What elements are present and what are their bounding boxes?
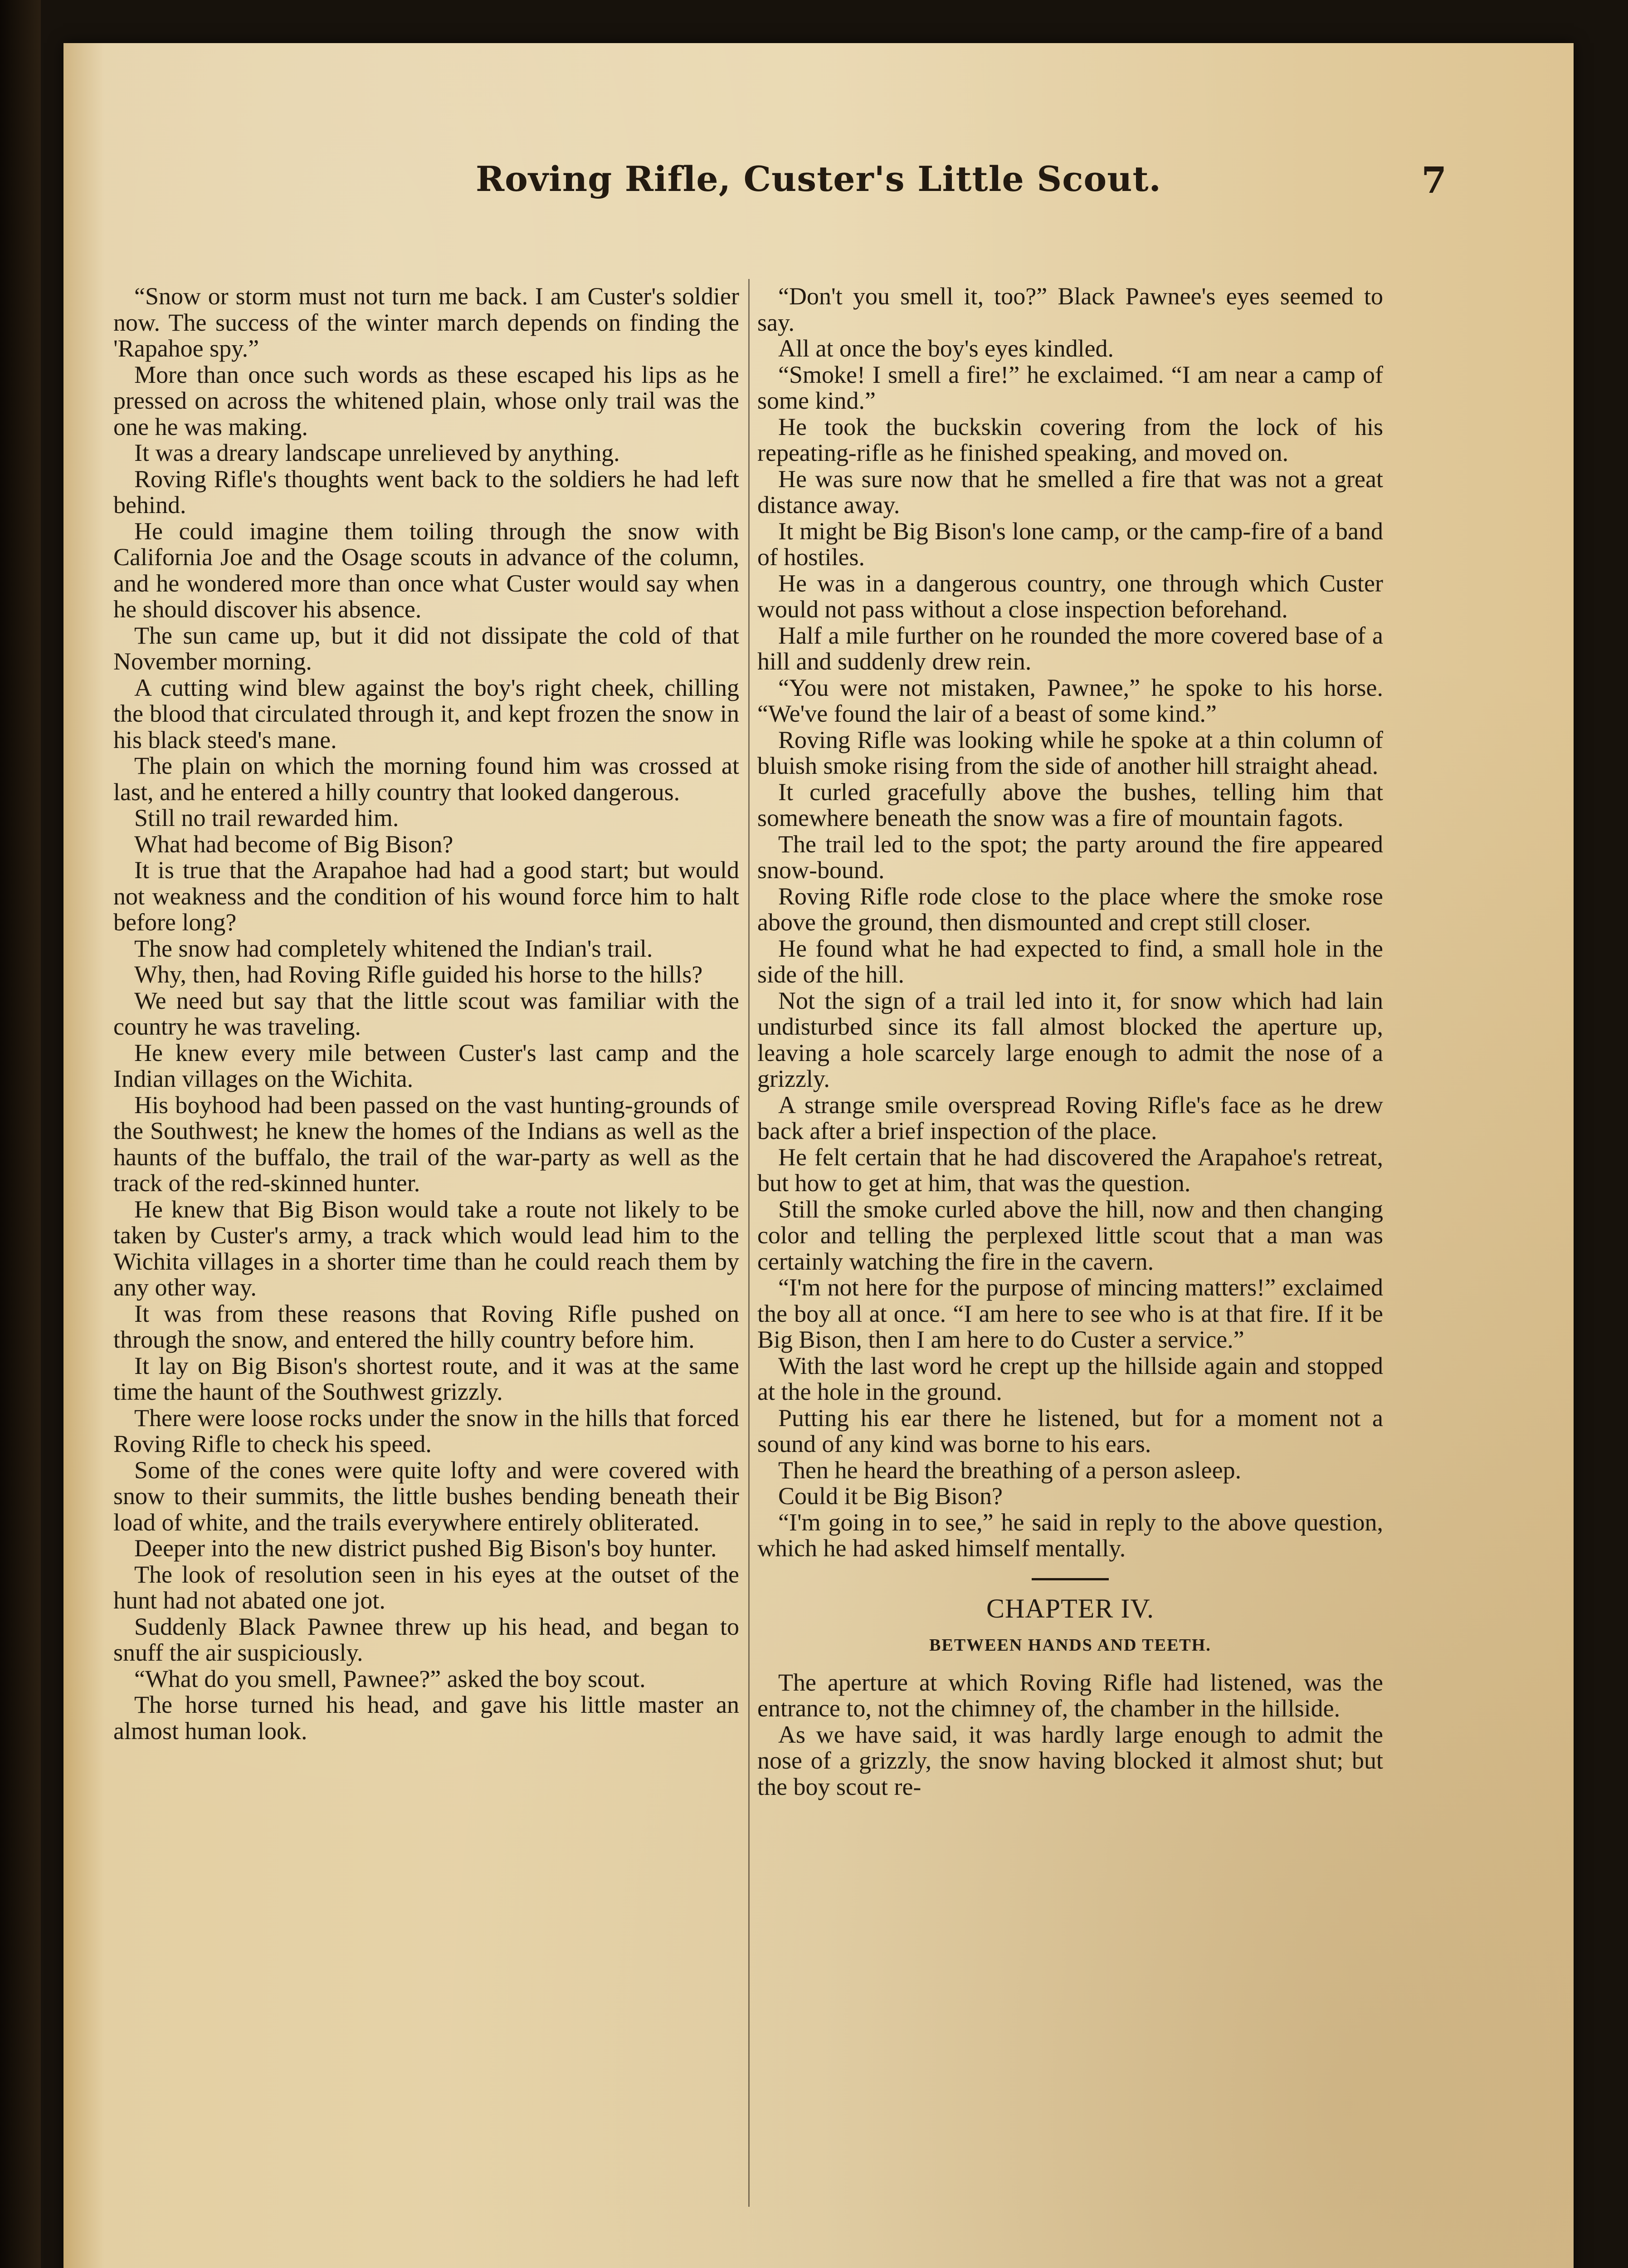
paragraph: He was in a dangerous country, one through which Custer would not pass without a close inspection beforehand.	[757, 569, 1383, 623]
paragraph: He felt certain that he had discovered the Arapahoe's retreat, but how to get at him, that was the question.	[757, 1143, 1383, 1197]
paragraph: It was from these reasons that Roving Rifle pushed on through the snow, and entered the hilly country before him.	[113, 1300, 739, 1353]
paragraph: It might be Big Bison's lone camp, or the camp-fire of a band of hostiles.	[757, 517, 1383, 571]
paragraph: As we have said, it was hardly large enough to admit the nose of a grizzly, the snow having blocked it almost shut; but the boy scout re-	[757, 1721, 1383, 1800]
paragraph: It lay on Big Bison's shortest route, and it was at the same time the haunt of the Southwest grizzly.	[113, 1352, 739, 1405]
running-title: Roving Rifle, Custer's Little Scout.	[475, 159, 1162, 199]
paragraph: With the last word he crept up the hillside again and stopped at the hole in the ground.	[757, 1352, 1383, 1405]
paragraph: He took the buckskin covering from the lock of his repeating-rifle as he finished speaking, and moved on.	[757, 413, 1383, 466]
paragraph: Why, then, had Roving Rifle guided his horse to the hills?	[134, 961, 703, 988]
paragraph: Roving Rifle's thoughts went back to the soldiers he had left behind.	[113, 465, 739, 518]
paragraph: “Don't you smell it, too?” Black Pawnee's eyes seemed to say.	[757, 283, 1383, 336]
paragraph: Suddenly Black Pawnee threw up his head, and began to snuff the air suspiciously.	[113, 1613, 739, 1666]
running-header	[113, 159, 1524, 209]
paragraph: Not the sign of a trail led into it, for snow which had lain undisturbed since its fall almost blocked the aperture up, leaving a hole scarcely large enough to admit the nose of a grizzly.	[757, 987, 1383, 1092]
paragraph: The plain on which the morning found him was crossed at last, and he entered a hilly country that looked dangerous.	[113, 752, 739, 806]
paragraph: He knew that Big Bison would take a route not likely to be taken by Custer's army, a track which would lead him to the Wichita villages in a shorter time than he could reach them by any other way.	[113, 1195, 739, 1301]
paragraph: We need but say that the little scout was familiar with the country he was traveling.	[113, 987, 739, 1040]
chapter-title: CHAPTER IV.	[986, 1593, 1154, 1623]
paragraph: “Snow or storm must not turn me back. I am Custer's soldier now. The success of the winter march depends on finding the 'Rapahoe spy.”	[113, 283, 739, 362]
paragraph: Putting his ear there he listened, but for a moment not a sound of any kind was borne to his ears.	[757, 1404, 1383, 1457]
paragraph: The look of resolution seen in his eyes at the outset of the hunt had not abated one jot.	[113, 1560, 739, 1614]
chapter-subtitle: BETWEEN HANDS AND TEETH.	[929, 1636, 1211, 1655]
paragraph: He knew every mile between Custer's last camp and the Indian villages on the Wichita.	[113, 1039, 739, 1092]
paragraph: All at once the boy's eyes kindled.	[778, 335, 1114, 362]
paragraph: There were loose rocks under the snow in the hills that forced Roving Rifle to check his speed.	[113, 1404, 739, 1457]
paragraph: Then he heard the breathing of a person asleep.	[778, 1456, 1242, 1484]
paragraph: “What do you smell, Pawnee?” asked the boy scout.	[134, 1665, 646, 1692]
left-column	[113, 284, 739, 1744]
paragraph: Still the smoke curled above the hill, now and then changing color and telling the perplexed little scout that a man was certainly watching the fire in the cavern.	[757, 1195, 1383, 1275]
paragraph: Some of the cones were quite lofty and were covered with snow to their summits, the little bushes bending beneath their load of white, and the trails everywhere entirely obliterated.	[113, 1456, 739, 1536]
paragraph: He was sure now that he smelled a fire that was not a great distance away.	[757, 465, 1383, 518]
paragraph: The sun came up, but it did not dissipate the cold of that November morning.	[113, 621, 739, 675]
paragraph: “I'm going in to see,” he said in reply to the above question, which he had asked himself mentally.	[757, 1508, 1383, 1562]
paragraph: The horse turned his head, and gave his little master an almost human look.	[113, 1691, 739, 1745]
section-rule	[1032, 1578, 1109, 1580]
column-divider	[748, 279, 750, 2207]
paragraph: “I'm not here for the purpose of mincing matters!” exclaimed the boy all at once. “I am here to see who is at that fire. If it be Big Bison, then I am here to do Custer a service.”	[757, 1274, 1383, 1353]
binding-spine	[0, 0, 41, 2268]
paragraph: Half a mile further on he rounded the more covered base of a hill and suddenly drew rein.	[757, 621, 1383, 675]
paragraph: A strange smile overspread Roving Rifle's face as he drew back after a brief inspection of the place.	[757, 1091, 1383, 1144]
paragraph: His boyhood had been passed on the vast hunting-grounds of the Southwest; he knew the homes of the Indians as well as the haunts of the buffalo, the trail of the war-party as well as the track of the red-skinned hunter.	[113, 1091, 739, 1197]
paragraph: The snow had completely whitened the Indian's trail.	[134, 934, 653, 962]
paragraph: A cutting wind blew against the boy's right cheek, chilling the blood that circulated through it, and kept frozen the snow in his black steed's mane.	[113, 674, 739, 753]
paragraph: More than once such words as these escaped his lips as he pressed on across the whitened plain, whose only trail was the one he was making.	[113, 361, 739, 440]
paragraph: Could it be Big Bison?	[778, 1482, 1003, 1510]
paragraph: Roving Rifle rode close to the place where the smoke rose above the ground, then dismounted and crept still closer.	[757, 882, 1383, 936]
paragraph: It is true that the Arapahoe had had a good start; but would not weakness and the condition of his wound force him to halt before long?	[113, 856, 739, 936]
paragraph: Still no trail rewarded him.	[134, 804, 399, 831]
paragraph: Roving Rifle was looking while he spoke at a thin column of bluish smoke rising from the side of another hill straight ahead.	[757, 726, 1383, 779]
paragraph: He found what he had expected to find, a small hole in the side of the hill.	[757, 934, 1383, 988]
paragraph: It was a dreary landscape unrelieved by anything.	[134, 439, 620, 466]
paragraph: “Smoke! I smell a fire!” he exclaimed. “I am near a camp of some kind.”	[757, 361, 1383, 414]
paragraph: The trail led to the spot; the party around the fire appeared snow-bound.	[757, 830, 1383, 884]
paragraph: He could imagine them toiling through the snow with California Joe and the Osage scouts in advance of the column, and he wondered more than once what Custer would say when he should discover his absence.	[113, 517, 739, 623]
right-column	[757, 284, 1383, 1800]
page-number: 7	[1421, 159, 1447, 201]
paragraph: “You were not mistaken, Pawnee,” he spoke to his horse. “We've found the lair of a beast of some kind.”	[757, 674, 1383, 727]
paragraph: The aperture at which Roving Rifle had listened, was the entrance to, not the chimney of, the chamber in the hillside.	[757, 1668, 1383, 1722]
paragraph: What had become of Big Bison?	[134, 830, 453, 858]
paragraph: Deeper into the new district pushed Big Bison's boy hunter.	[134, 1535, 717, 1562]
paragraph: It curled gracefully above the bushes, telling him that somewhere beneath the snow was a fire of mountain fagots.	[757, 778, 1383, 831]
magazine-page	[63, 43, 1574, 2268]
